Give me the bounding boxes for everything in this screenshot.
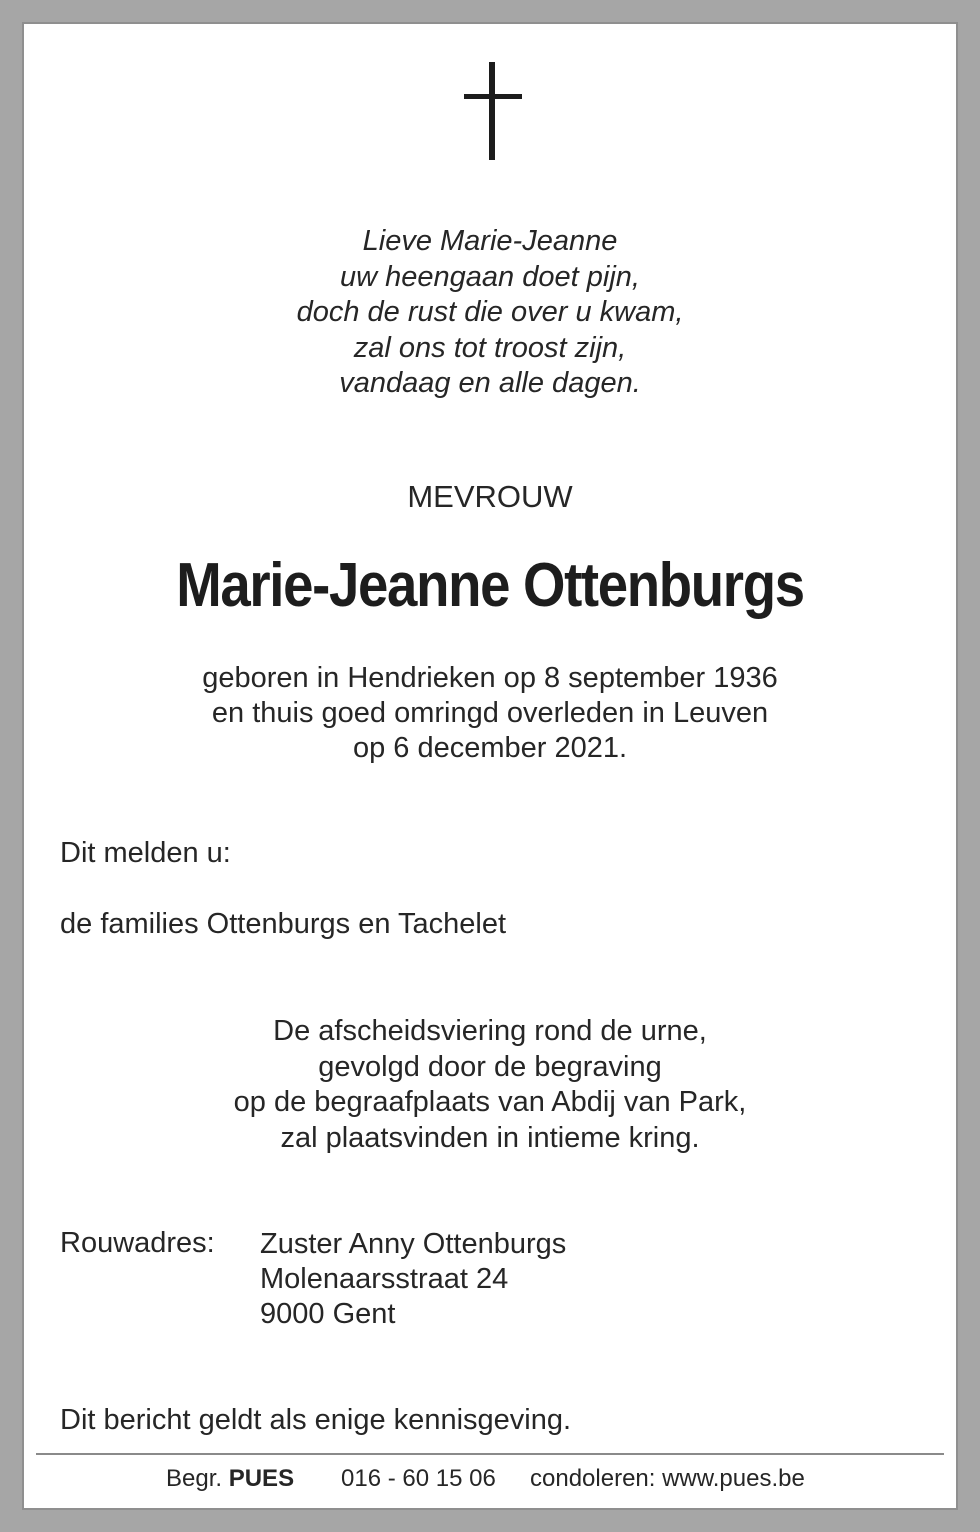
birth-death-line: op 6 december 2021. bbox=[352, 732, 628, 764]
condolences-link[interactable]: condoleren: www.pues.be bbox=[530, 1465, 805, 1492]
poem-line: doch de rust die over u kwam, bbox=[296, 296, 684, 328]
ceremony-line: De afscheidsviering rond de urne, bbox=[273, 1015, 707, 1047]
undertaker-name: PUES bbox=[228, 1465, 295, 1492]
footer-divider bbox=[36, 1453, 944, 1455]
poem-line: uw heengaan doet pijn, bbox=[340, 260, 640, 293]
mourning-address-line: Molenaarsstraat 24 bbox=[260, 1263, 509, 1295]
ceremony-line: gevolgd door de begraving bbox=[318, 1050, 662, 1083]
poem bbox=[24, 224, 956, 402]
announcement-intro: Dit melden u: bbox=[60, 837, 231, 869]
undertaker-prefix: Begr. bbox=[166, 1465, 223, 1492]
undertaker bbox=[166, 1465, 294, 1493]
birth-death-line: en thuis goed omringd overleden in Leuven bbox=[211, 697, 769, 729]
cross-icon bbox=[464, 62, 524, 160]
undertaker-phone: 016 - 60 15 06 bbox=[341, 1465, 496, 1492]
mourning-address bbox=[260, 1227, 566, 1332]
mourning-address-line: 9000 Gent bbox=[260, 1298, 396, 1330]
cross-vertical-bar bbox=[489, 62, 495, 160]
announcing-families: de families Ottenburgs en Tachelet bbox=[60, 908, 507, 940]
ceremony-info bbox=[24, 1014, 956, 1156]
ceremony-line: zal plaatsvinden in intieme kring. bbox=[280, 1121, 700, 1154]
poem-line: zal ons tot troost zijn, bbox=[353, 331, 627, 364]
honorific: MEVROUW bbox=[407, 479, 573, 514]
cross-horizontal-bar bbox=[464, 94, 522, 99]
obituary-card bbox=[22, 22, 958, 1510]
deceased-name: Marie-Jeanne Ottenburgs bbox=[176, 551, 804, 620]
poem-line: Lieve Marie-Jeanne bbox=[362, 225, 618, 257]
mourning-address-line: Zuster Anny Ottenburgs bbox=[260, 1228, 567, 1260]
poem-line: vandaag en alle dagen. bbox=[339, 367, 641, 399]
birth-death-info bbox=[24, 661, 956, 766]
ceremony-line: op de begraafplaats van Abdij van Park, bbox=[233, 1086, 747, 1118]
birth-death-line: geboren in Hendrieken op 8 september 1936 bbox=[202, 662, 778, 694]
notice-text: Dit bericht geldt als enige kennisgeving. bbox=[60, 1404, 572, 1436]
mourning-address-label: Rouwadres: bbox=[60, 1227, 215, 1259]
